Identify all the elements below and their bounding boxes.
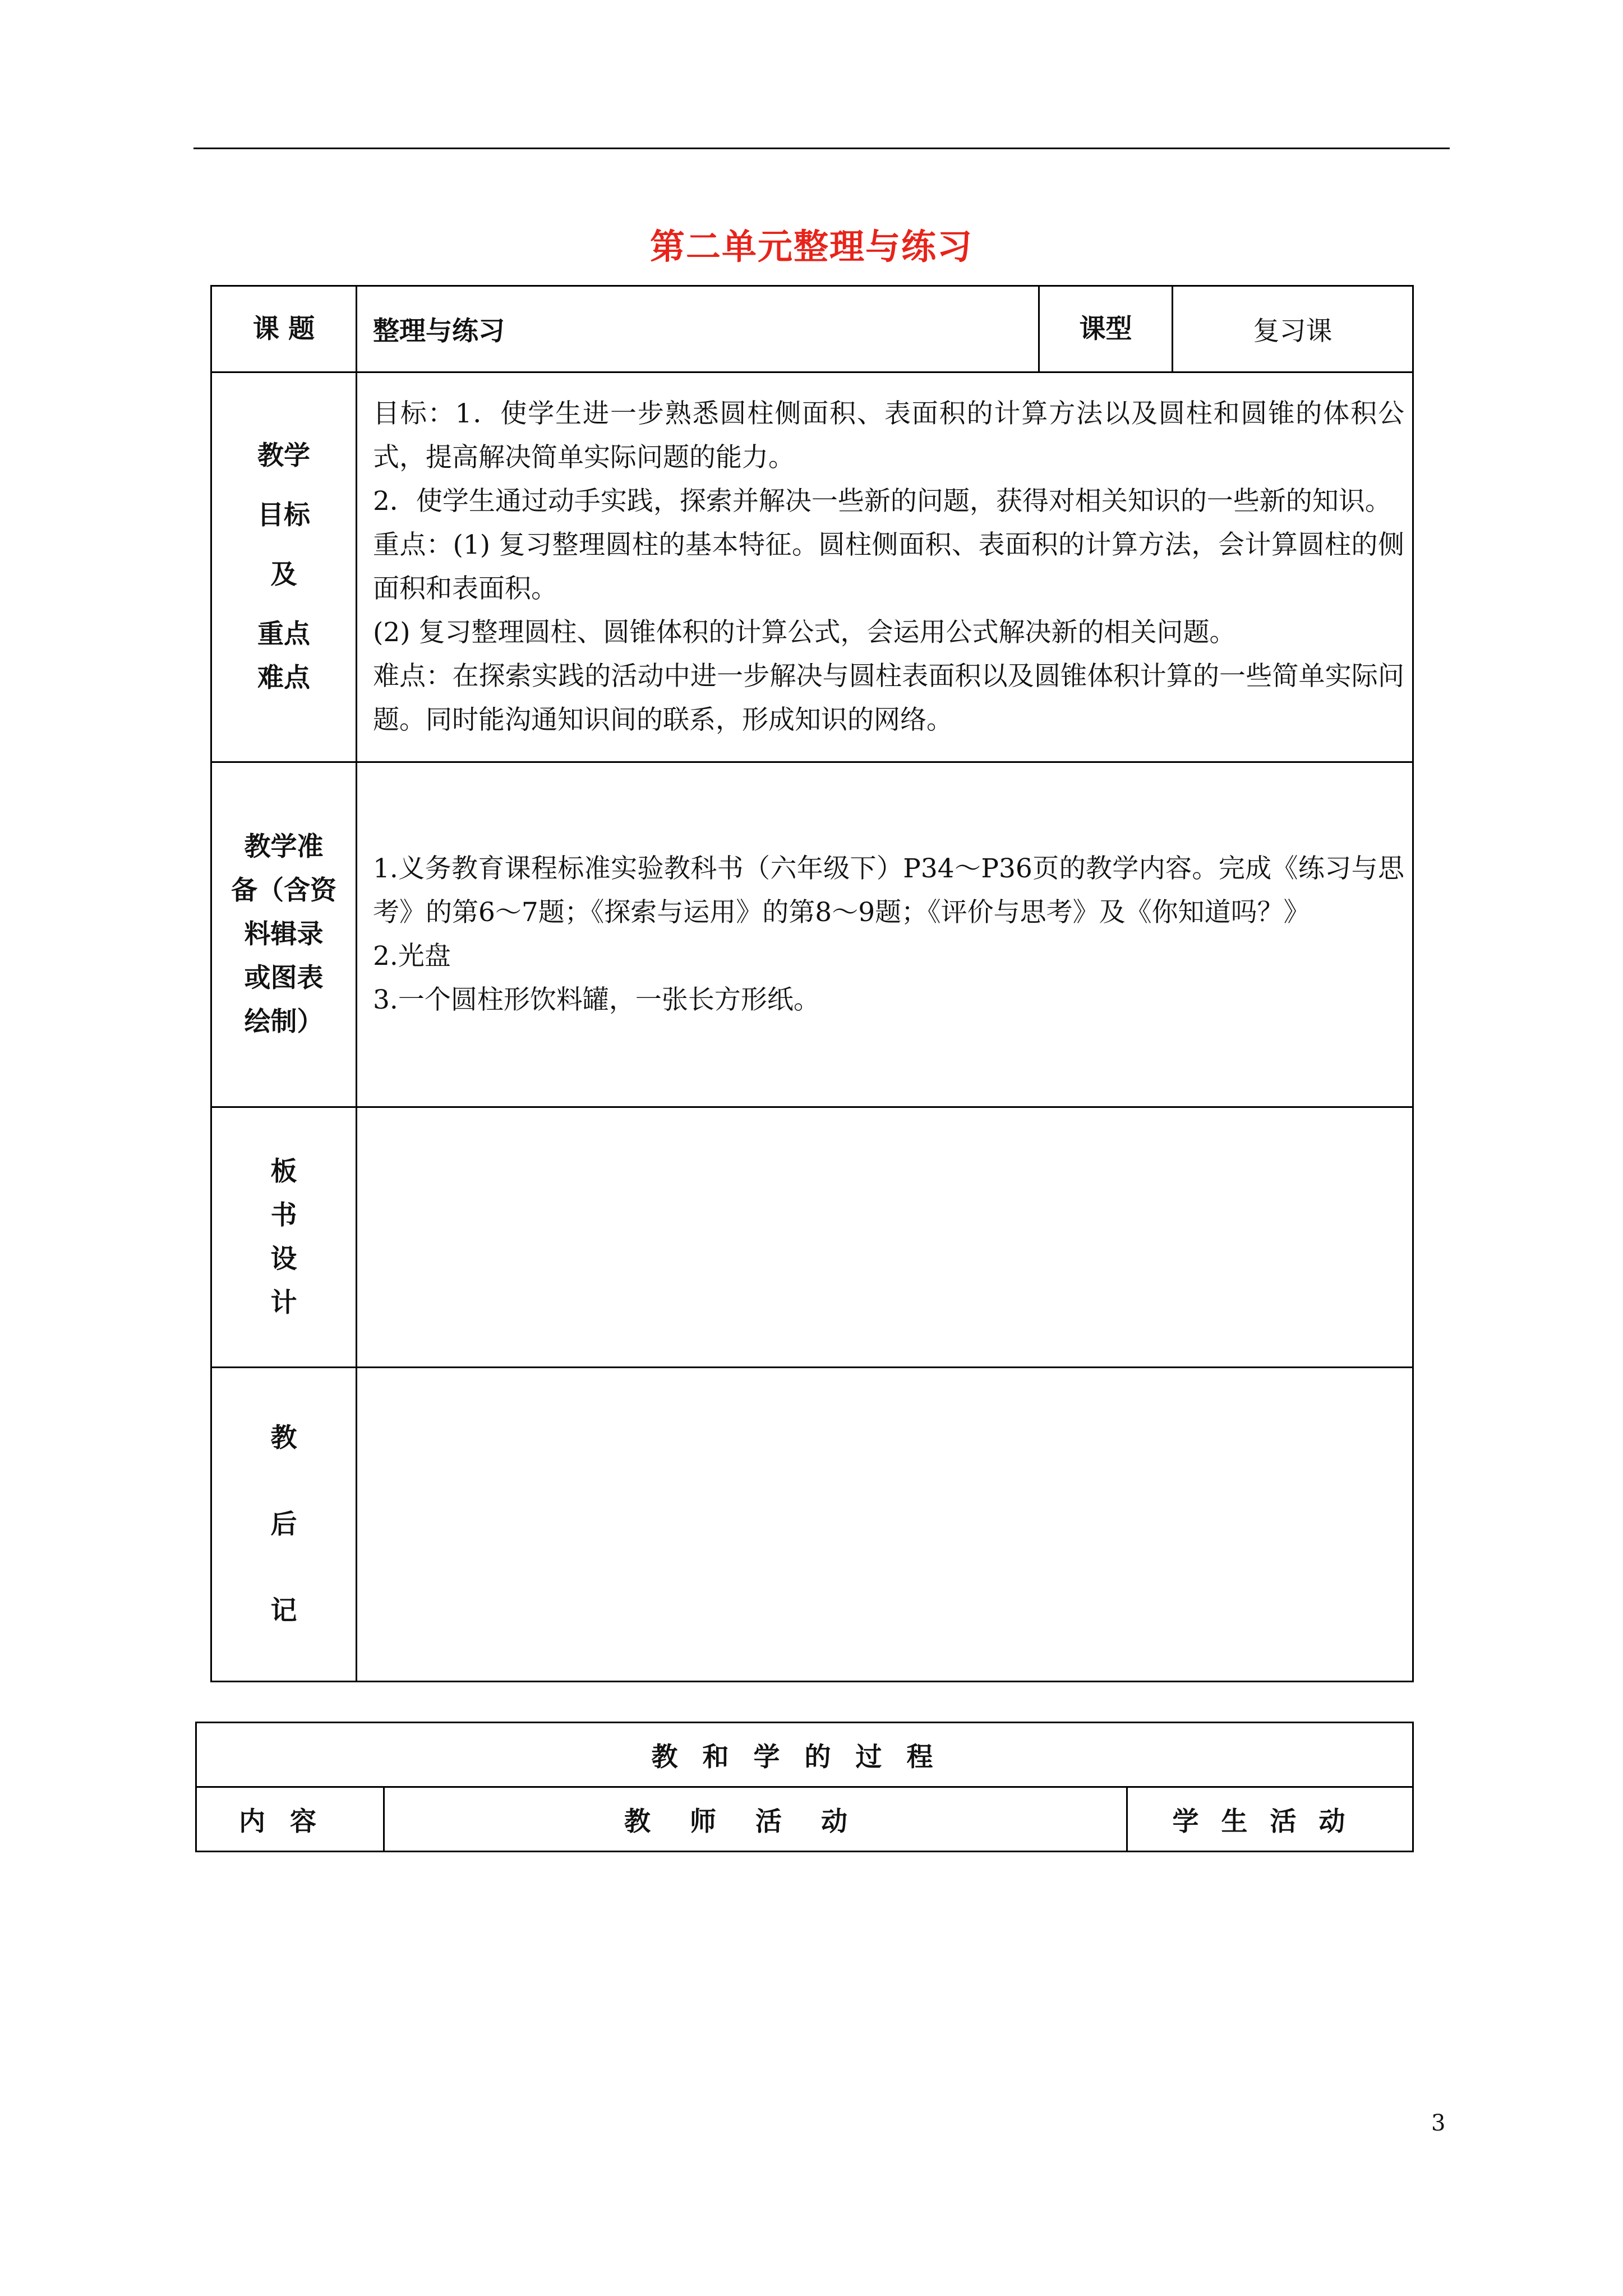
preparation-line: 2.光盘 <box>373 941 451 972</box>
preparation-label-line: 或图表 <box>244 963 324 993</box>
objectives-label-line: 教学 <box>257 440 310 471</box>
board-design-label-line: 设 <box>270 1243 297 1274</box>
preparation-line: 1.义务教育课程标准实验教科书（六年级下）P34～P36页的教学内容。完成《练习与思考》的第6～7题；《探索与运用》的第8～9题；《评价与思考》及《你知道吗？》 <box>373 853 1404 928</box>
objectives-label-line: 目标 <box>257 500 310 531</box>
objectives-label <box>211 372 357 762</box>
process-title: 教和学的过程 <box>196 1723 1413 1787</box>
info-row <box>211 286 1413 372</box>
objectives-label-line: 难点 <box>257 662 310 693</box>
objective-line: 重点：(1) 复习整理圆柱的基本特征。圆柱侧面积、表面积的计算方法，会计算圆柱的侧面积和表面积。 <box>373 530 1404 604</box>
objectives-content <box>357 372 1413 762</box>
preparation-content <box>357 762 1413 1107</box>
board-design-row <box>211 1107 1413 1368</box>
objective-line: 目标：1．使学生进一步熟悉圆柱侧面积、表面积的计算方法以及圆柱和圆锥的体积公式，提高解决简单实际问题的能力。 <box>373 398 1404 473</box>
topic-label: 课 题 <box>211 286 357 372</box>
post-notes-label-line: 教 <box>270 1422 297 1453</box>
post-notes-label-line: 后 <box>270 1508 297 1540</box>
lesson-plan-table <box>210 285 1414 1682</box>
preparation-label-line: 备（含资 <box>231 875 336 906</box>
type-label: 课型 <box>1039 286 1173 372</box>
objective-line: 2．使学生通过动手实践，探索并解决一些新的问题，获得对相关知识的一些新的知识。 <box>373 486 1391 517</box>
topic-value: 整理与练习 <box>357 286 1039 372</box>
objectives-label-line: 及 <box>270 559 297 590</box>
preparation-label-line: 绘制） <box>244 1006 324 1037</box>
column-student-header: 学生活动 <box>1127 1787 1413 1852</box>
objective-line: 难点：在探索实践的活动中进一步解决与圆柱表面积以及圆锥体积计算的一些简单实际问题。同时能沟通知识间的联系，形成知识的网络。 <box>373 661 1404 735</box>
post-notes-label <box>211 1368 357 1682</box>
type-value: 复习课 <box>1173 286 1413 372</box>
post-notes-label-line: 记 <box>270 1595 297 1626</box>
objectives-row <box>211 372 1413 762</box>
process-header-row <box>196 1787 1413 1852</box>
page-number: 3 <box>1431 2110 1446 2136</box>
preparation-line: 3.一个圆柱形饮料罐，一张长方形纸。 <box>373 984 820 1015</box>
preparation-label-line: 教学准 <box>244 831 324 862</box>
process-title-row <box>196 1723 1413 1787</box>
column-content-header: 内容 <box>196 1787 384 1852</box>
board-design-label-line: 板 <box>270 1156 297 1187</box>
header-rule <box>193 148 1450 149</box>
post-notes-content <box>357 1368 1413 1682</box>
post-notes-row <box>211 1368 1413 1682</box>
board-design-label <box>211 1107 357 1368</box>
board-design-label-line: 书 <box>270 1199 297 1231</box>
board-design-label-line: 计 <box>270 1287 297 1318</box>
page-title: 第二单元整理与练习 <box>649 226 973 267</box>
board-design-content <box>357 1107 1413 1368</box>
objectives-label-line: 重点 <box>257 619 310 650</box>
objective-line: (2) 复习整理圆柱、圆锥体积的计算公式，会运用公式解决新的相关问题。 <box>373 617 1236 648</box>
process-table <box>195 1722 1414 1852</box>
preparation-row <box>211 762 1413 1107</box>
preparation-label-line: 料辑录 <box>244 919 324 950</box>
column-teacher-header: 教师活动 <box>384 1787 1127 1852</box>
preparation-label <box>211 762 357 1107</box>
